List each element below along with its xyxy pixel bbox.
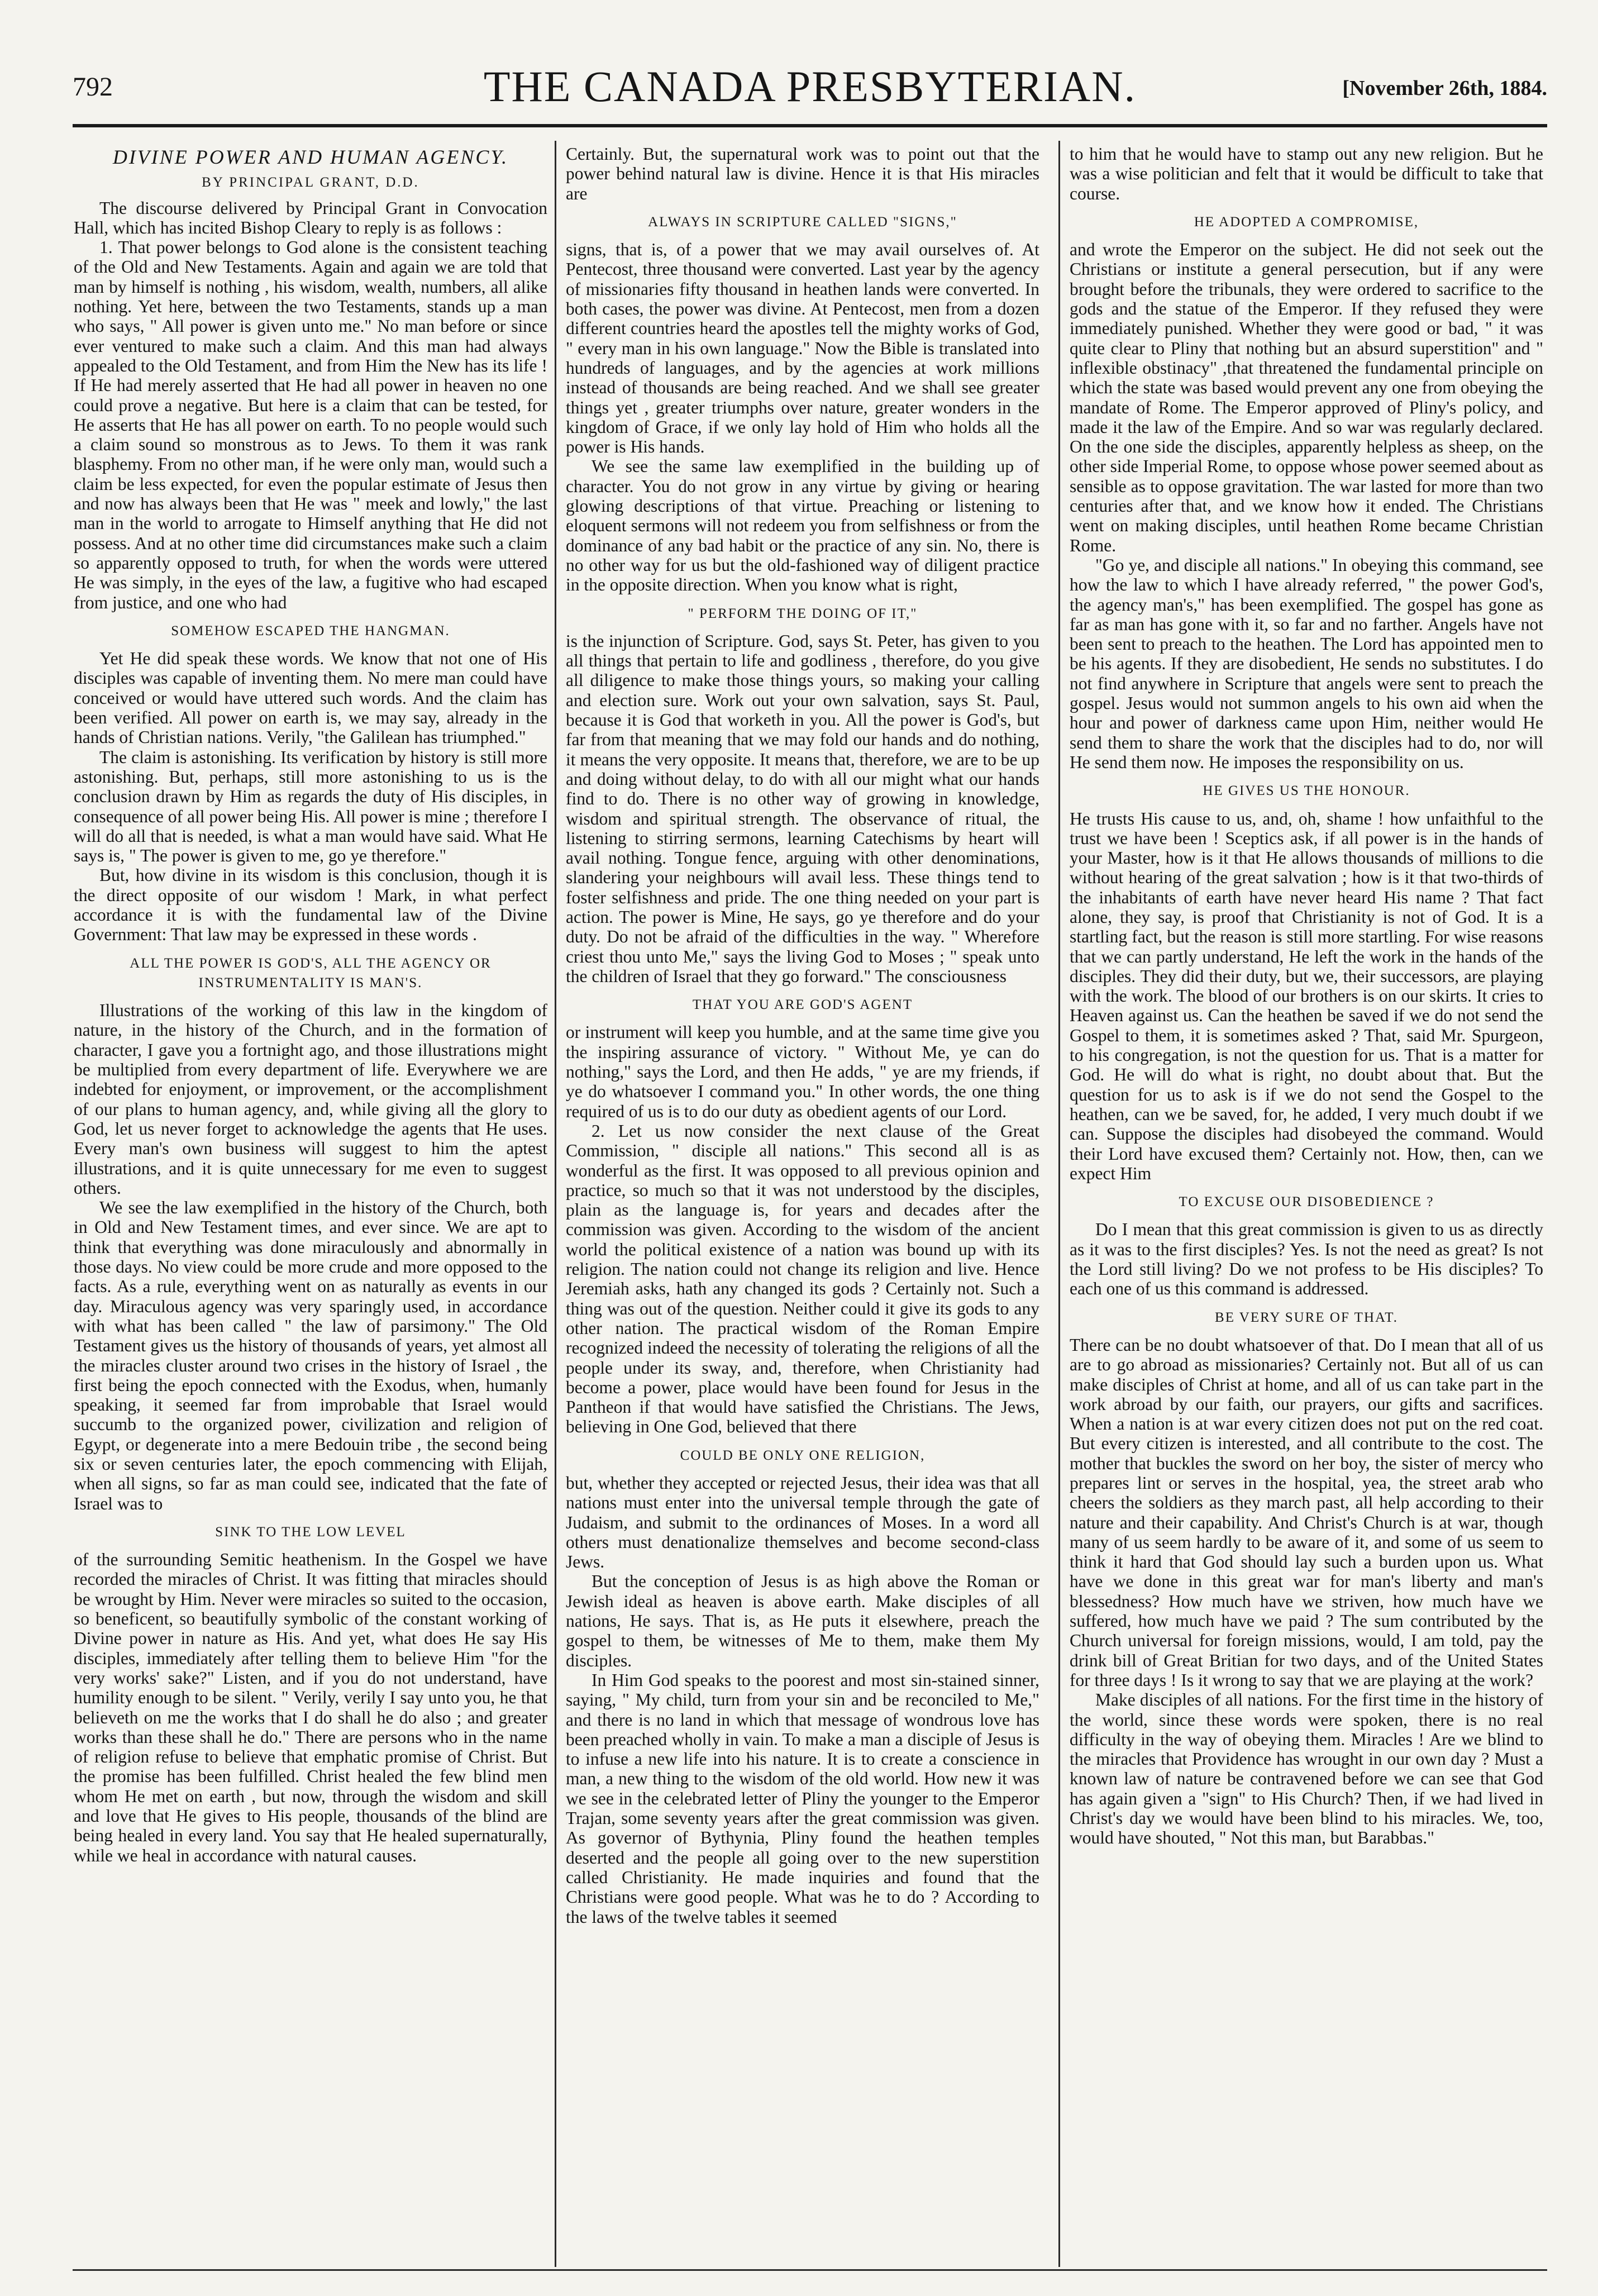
paragraph: Yet He did speak these words. We know that not one of His disciples was capable of inventing them. No mere man could have conceived or would have uttered such words. And the claim has been verified. All power on earth is, we may say, already in the hands of Christian nations. Verily, "the Galilean has triumphed." — [74, 649, 547, 747]
paragraph: He trusts His cause to us, and, oh, shame ! how unfaithful to the trust we have been ! Sceptics ask, if all power is in the hands of your Master, how is it that He allows thousands of millions to die without hearing of the great salvation ; how is it that two-thirds of the inhabitants of earth have never heard His name ? That fact alone, they say, is proof that Christianity is not of God. It is a startling fact, but the reason is still more startling. For wise reasons that we can partly understand, He left the work in the hands of the disciples. They did their duty, but we, their successors, are playing with the work. The blood of our brothers is on our skirts. It cries to Heaven against us. Can the heathen be saved if we do not send the Gospel to them, it is sometimes asked ? That, said Mr. Spurgeon, to his congregation, is not the question for us. That is a matter for God. He will do what is right, no doubt about that. But the question for us to ask is if we do not send the Gospel to the heathen, can we be saved, for, he added, I very much doubt if we can. Suppose the disciples had disobeyed the command. Would their Lord have excused them? Certainly not. How, then, can we expect Him — [1070, 808, 1543, 1183]
paragraph: Illustrations of the working of this law in the kingdom of nature, in the history of the Church, and in the formation of character, I gave you a fortnight ago, and those illustrations might be multiplied from every department of life. Everywhere we are indebted for enjoyment, or improvement, or the accomplishment of our plans to human agency, and, while giving all the glory to God, let us never forget to acknowledge the agents that He uses. Every man's own business will suggest to him the aptest illustrations, and it is quite unnecessary for me even to suggest others. — [74, 1001, 547, 1198]
section-subhead: ALWAYS IN SCRIPTURE CALLED "SIGNS," — [648, 214, 957, 230]
section-subhead: HE GIVES US THE HONOUR. — [1203, 783, 1410, 799]
paragraph: is the injunction of Scripture. God, says St. Peter, has given to you all things that pertain to life and godliness , therefore, do you give all diligence to make those things yours, so making your calling and election sure. Work out your own salvation, says St. Paul, because it is God that worketh in you. All the power is God's, but far from that meaning that we may fold our hands and do nothing, it means the very opposite. It means that, therefore, we are to be up and doing without delay, to do with all our might what our hands find to do. There is no other way of growing in knowledge, wisdom and spiritual strength. The observance of ritual, the listening to stirring sermons, learning Catechisms by heart will avail nothing. Tongue fence, arguing with other denominations, slandering your neighbours will avail less. These things tend to foster selfishness and pride. The one thing needed on your part is action. The power is Mine, He says, go ye therefore and do your duty. Do not be afraid of the difficulties in the way. " Wherefore criest thou unto Me," says the living God to Moses ; " speak unto the children of Israel that they go forward." The consciousness — [566, 631, 1039, 986]
section-subhead: " PERFORM THE DOING OF IT," — [688, 606, 918, 621]
section-subhead: BE VERY SURE OF THAT. — [1215, 1309, 1398, 1325]
column-divider — [555, 141, 556, 2267]
page-bottom-rule — [73, 2269, 1547, 2271]
article-title: DIVINE POWER AND HUMAN AGENCY. — [112, 146, 509, 168]
paragraph: of the surrounding Semitic heathenism. In the Gospel we have recorded the miracles of Christ. It was fitting that miracles should be wrought by Him. Never were miracles so suited to the occasion, so beneficent, so beautifully symbolic of the constant working of Divine power in nature as His. And yet, what does He say His disciples, immediately after telling them to believe Him "for the very works' sake?" Listen, and if you do not understand, have humility enough to be silent. " Verily, verily I say unto you, he that believeth on me the works that I do shall he do also ; and greater works than these shall he do." There are persons who in the name of religion refuse to believe that emphatic promise of Christ. But the promise has been fulfilled. Christ healed the few blind men whom He met on earth , but now, through the wisdom and skill and love that He gives to His people, thousands of the blind are being healed in every land. You say that He healed supernaturally, while we heal in accordance with natural causes. — [74, 1550, 547, 1865]
paragraph: We see the law exemplified in the history of the Church, both in Old and New Testament times, and ever since. We are apt to think that everything was done miraculously and abnormally in those days. No view could be more crude and more opposed to the facts. As a rule, everything went on as naturally as events in our day. Miraculous agency was very sparingly used, in accordance with what has been called " the law of parsimony." The Old Testament gives us the history of thousands of years, yet almost all the miracles cluster around two crises in the history of Israel , the first being the epoch connected with the Exodus, when, humanly speaking, it seemed far from improbable that Israel would succumb to the organized power, civilization and religion of Egypt, or degenerate into a mere Bedouin tribe , the second being six or seven centuries later, the epoch commencing with Elijah, when all signs, so far as man could see, indicated that the fate of Israel was to — [74, 1198, 547, 1513]
paragraph: but, whether they accepted or rejected Jesus, their idea was that all nations must enter into the universal temple through the gate of Judaism, and submit to the ordinances of Moses. In a word all others must denationalize themselves and become second-class Jews. — [566, 1473, 1039, 1572]
paragraph: to him that he would have to stamp out any new religion. But he was a wise politician and felt that it would be difficult to take that course. — [1070, 144, 1543, 203]
paragraph: 1. That power belongs to God alone is the consistent teaching of the Old and New Testaments. Again and again we are told that man by himself is nothing , his wisdom, wealth, numbers, all alike nothing. Yet here, between the two Testaments, stands up a man who says, " All power is given unto me." No man before or since ever ventured to make such a claim. And this man had always appealed to the Old Testament, and from Him the New has its life ! If He had merely asserted that He had all power in heaven no one could prove a negative. But here is a claim that can be tested, for He asserts that He has all power on earth. To no people would such a claim sound so monstrous as to Jews. To them it was rank blasphemy. From no other man, if he were only man, would such a claim be less expected, for even the popular estimate of Jesus then and now has always been that He was " meek and lowly," the last man in the world to arrogate to Himself anything that He did not possess. And at no other time did circumstances make such a claim so apparently opposed to truth, for when the words were uttered He was simply, in the eyes of the law, a fugitive who had escaped from justice, and one who had — [74, 237, 547, 612]
paragraph: 2. Let us now consider the next clause of the Great Commission, " disciple all nations." This second all is as wonderful as the first. It was opposed to all previous opinion and practice, so much so that it was not understood by the disciples, plain as the language is, for years and decades after the commission was given. According to the wisdom of the ancient world the political existence of a nation was bound up with its religion. The nation could not change its religion and live. Hence Jeremiah asks, hath any changed its gods ? Certainly not. Such a thing was out of the question. Neither could it give its gods to any other nation. The practical wisdom of the Roman Empire recognized indeed the necessity of tolerating the religions of all the people under its sway, and, therefore, when Christianity had become a power, place would have been found for Jesus in the Pantheon if that would have satisfied the Christians. The Jews, believing in One God, believed that there — [566, 1121, 1039, 1437]
paragraph: But, how divine in its wisdom is this conclusion, though it is the direct opposite of our wisdom ! Mark, in what perfect accordance it is with the fundamental law of the Divine Government: That law may be expressed in these words . — [74, 865, 547, 945]
column-1 — [74, 144, 547, 2267]
paragraph: There can be no doubt whatsoever of that. Do I mean that all of us are to go abroad as missionaries? Certainly not. But all of us can make disciples of Christ at home, and all of us can take part in the work abroad by our faith, our prayers, our gifts and sacrifices. When a nation is at war every citizen does not put on the red coat. But every citizen is interested, and all contribute to the cost. The mother that buckles the sword on her boy, the sister of mercy who prepares lint or serves in the hospital, yea, the street arab who cheers the soldiers as they march past, all help according to their nature and their capability. And Christ's Church is at war, though many of us seem hardly to be aware of it, and some of us seem to think it hard that God should lay such a burden upon us. What have we done in this great war for man's liberty and man's blessedness? How much have we striven, how much have we suffered, how much have we paid ? The sum contributed by the Church universal for foreign missions, would, I am told, pay the drink bill of Great Britian for two days, and of the United States for three days ! Is it wrong to say that we are playing at the work? — [1070, 1335, 1543, 1690]
byline: BY PRINCIPAL GRANT, D.D. — [202, 175, 419, 190]
paragraph: Certainly. But, the supernatural work was to point out that the power behind natural law is divine. Hence it is that His miracles are — [566, 144, 1039, 203]
newspaper-title: THE CANADA PRESBYTERIAN. — [483, 62, 1137, 111]
column-2 — [566, 144, 1039, 2267]
paragraph: We see the same law exemplified in the building up of character. You do not grow in any virtue by giving or hearing glowing descriptions of that virtue. Preaching or listening to eloquent sermons will not redeem you from selfishness or from the dominance of any bad habit or the practice of any sin. No, there is no other way for us but the old-fashioned way of diligent practice in the opposite direction. When you know what is right, — [566, 456, 1039, 595]
paragraph: "Go ye, and disciple all nations." In obeying this command, see how the law to which I have already referred, " the power God's, the agency man's," has been exemplified. The gospel has gone as far as man has gone with it, so far and no farther. Angels have not been sent to preach to the heathen. The Lord has appointed men to be his agents. If they are disobedient, He sends no substitutes. I do not find anywhere in Scripture that angels were sent to preach the gospel. Jesus would not summon angels to his own aid when the hour and power of darkness came upon Him, neither would He send them to share the work that the disciples had to do, nor will He send them now. He imposes the responsibility on us. — [1070, 555, 1543, 772]
paragraph: Do I mean that this great commission is given to us as directly as it was to the first disciples? Yes. Is not the need as great? Is not the Lord still living? Do we not profess to be His disciples? To each one of us this command is addressed. — [1070, 1220, 1543, 1299]
paragraph: But the conception of Jesus is as high above the Roman or Jewish ideal as heaven is above earth. Make disciples of all nations, He says. That is, as He puts it elsewhere, preach the gospel to them, be witnesses of Me to them, make them My disciples. — [566, 1571, 1039, 1670]
section-subhead: SINK TO THE LOW LEVEL — [215, 1524, 406, 1540]
paragraph: and wrote the Emperor on the subject. He did not seek out the Christians or institute a general persecution, but if any were brought before the tribunals, they were ordered to sacrifice to the gods and the statue of the Emperor. If they refused they were immediately punished. Whether they were good or bad, " it was quite clear to Pliny that nothing but an absurd superstition" and " inflexible obstinacy" ,that threatened the fundamental principle on which the state was based would prevent any one from obeying the mandate of Rome. The Emperor approved of Pliny's policy, and made it the law of the Empire. And so war was regularly declared. On the one side the disciples, apparently helpless as sheep, on the other side Imperial Rome, to oppose whose power seemed about as sensible as to oppose gravitation. The war lasted for more than two centuries after that, and we know how it ended. The Christians went on making disciples, until heathen Rome became Christian Rome. — [1070, 240, 1543, 555]
paragraph: The discourse delivered by Principal Grant in Convocation Hall, which has incited Bishop Cleary to reply is as follows : — [74, 198, 547, 237]
paragraph: Make disciples of all nations. For the first time in the history of the world, since these words were spoken, there is no real difficulty in the way of obeying them. Miracles ! Are we blind to the miracles that Providence has wrought in our own day ? Must a known law of nature be contravened before we can see that God has again given a "sign" to His Church? Then, if we had lived in Christ's day we would have been blind to his miracles. We, too, would have shouted, " Not this man, but Barabbas." — [1070, 1690, 1543, 1848]
section-subhead: SOMEHOW ESCAPED THE HANGMAN. — [171, 623, 450, 639]
issue-date: [November 26th, 1884. — [1342, 77, 1547, 100]
column-3 — [1070, 144, 1543, 2267]
masthead — [73, 61, 1547, 117]
section-subhead: TO EXCUSE OUR DISOBEDIENCE ? — [1179, 1194, 1434, 1210]
masthead-rule — [73, 124, 1547, 127]
paragraph: or instrument will keep you humble, and at the same time give you the inspiring assurance of victory. " Without Me, ye can do nothing," says the Lord, and then He adds, " ye are my friends, if ye do whatsoever I command you." In other words, the one thing required of us is to do our duty as obedient agents of our Lord. — [566, 1022, 1039, 1121]
paragraph: signs, that is, of a power that we may avail ourselves of. At Pentecost, three thousand were converted. Last year by the agency of missionaries fifty thousand in heathen lands were converted. In both cases, the power was divine. At Pentecost, men from a dozen different countries heard the apostles tell the mighty works of God, " every man in his own language." Now the Bible is translated into hundreds of languages, and by the agencies at work millions instead of thousands are being reached. And we shall see greater things yet , greater triumphs over nature, greater wonders in the kingdom of Grace, if we only lay hold of Him who holds all the power is His hands. — [566, 240, 1039, 457]
column-divider — [1058, 141, 1060, 2267]
section-subhead: HE ADOPTED A COMPROMISE, — [1194, 214, 1419, 230]
paragraph: In Him God speaks to the poorest and most sin-stained sinner, saying, " My child, turn from your sin and be reconciled to Me," and there is no land in which that message of wondrous love has been preached wholly in vain. To make a man a disciple of Jesus is to infuse a new life into his nature. It is to create a conscience in man, a new thing to the wisdom of the old world. How new it was we see in the celebrated letter of Pliny the younger to the Emperor Trajan, some seventy years after the great commission was given. As governor of Bythynia, Pliny found the heathen temples deserted and the people all going over to the new superstition called Christianity. He made inquiries and found that the Christians were good people. What was he to do ? According to the laws of the twelve tables it seemed — [566, 1670, 1039, 1927]
paragraph: The claim is astonishing. Its verification by history is still more astonishing. But, perhaps, still more astonishing to us is the conclusion drawn by Him as regards the duty of His disciples, in consequence of all power being His. All power is mine ; therefore I will do all that is needed, is what a man would have said. What He says is, " The power is given to me, go ye therefore." — [74, 747, 547, 866]
page-number: 792 — [73, 72, 113, 102]
section-subhead: ALL THE POWER IS GOD'S, ALL THE AGENCY OR INSTRUMENTALITY IS MAN'S. — [130, 955, 492, 990]
section-subhead: THAT YOU ARE GOD'S AGENT — [692, 997, 913, 1013]
section-subhead: COULD BE ONLY ONE RELIGION, — [680, 1447, 926, 1463]
